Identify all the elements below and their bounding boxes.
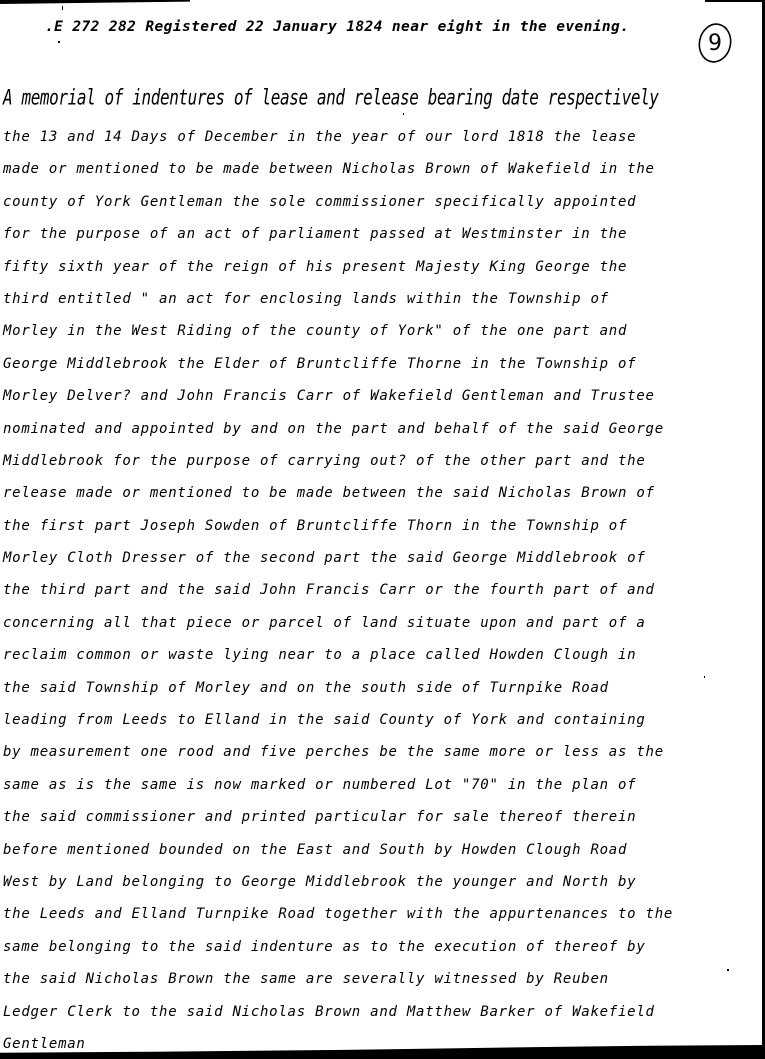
body-line: made or mentioned to be made between Nicholas Brown of Wakefield in the [3, 161, 655, 178]
body-line: Ledger Clerk to the said Nicholas Brown and Matthew Barker of Wakefield [3, 1003, 655, 1020]
body-line: leading from Leeds to Elland in the said County of York and containing [3, 712, 646, 729]
scan-edge-top-right [705, 0, 765, 2]
body-line: the said commissioner and printed particular for sale thereof therein [3, 809, 637, 826]
body-line: West by Land belonging to George Middlebrook the younger and North by [3, 873, 637, 890]
body-line: George Middlebrook the Elder of Bruntcliffe Thorne in the Township of [3, 355, 637, 372]
body-line: the 13 and 14 Days of December in the year of our lord 1818 the lease [3, 129, 637, 145]
body-line: concerning all that piece or parcel of land situate upon and part of a [3, 614, 646, 631]
registration-header: .E 272 282 Registered 22 January 1824 near eight in the evening. [45, 19, 630, 35]
body-line: fifty sixth year of the reign of his present Majesty King George the [3, 258, 628, 275]
scan-speck [58, 41, 60, 43]
memorial-body [3, 121, 673, 1059]
body-line: nominated and appointed by and on the part and behalf of the said George [3, 420, 664, 437]
body-line: the third part and the said John Francis Carr or the fourth part of and [3, 582, 655, 599]
body-line: Middlebrook for the purpose of carrying out? of the other part and the [3, 452, 646, 469]
body-line: Morley in the West Riding of the county of York" of the one part and [3, 323, 628, 340]
body-line: Gentleman [3, 1035, 86, 1052]
body-line: third entitled " an act for enclosing lands within the Township of [3, 290, 609, 307]
body-line: same as is the same is now marked or numbered Lot "70" in the plan of [3, 776, 637, 793]
body-line: release made or mentioned to be made between the said Nicholas Brown of [3, 485, 655, 502]
body-line: the said Township of Morley and on the south side of Turnpike Road [3, 679, 609, 696]
body-line: same belonging to the said indenture as to the execution of thereof by [3, 938, 646, 955]
body-line: by measurement one rood and five perches be the same more or less as the [3, 744, 664, 761]
page-number: 9 [708, 31, 722, 56]
scan-speck [62, 6, 63, 10]
body-line: for the purpose of an act of parliament passed at Westminster in the [3, 226, 628, 243]
scan-speck [704, 676, 705, 678]
body-line: the first part Joseph Sowden of Bruntcliffe Thorn in the Township of [3, 517, 628, 534]
body-line: the said Nicholas Brown the same are severally witnessed by Reuben [3, 971, 609, 988]
body-line: the Leeds and Elland Turnpike Road together with the appurtenances to the [3, 906, 674, 923]
scan-speck [727, 969, 729, 971]
body-line: county of York Gentleman the sole commissioner specifically appointed [3, 193, 637, 210]
scan-edge-top [0, 0, 190, 4]
scan-speck [403, 113, 404, 115]
body-line: Morley Cloth Dresser of the second part the said George Middlebrook of [3, 550, 646, 567]
memorial-title: A memorial of indentures of lease and release bearing date respectively [3, 84, 659, 110]
body-line: reclaim common or waste lying near to a place called Howden Clough in [3, 647, 637, 664]
body-line: before mentioned bounded on the East and South by Howden Clough Road [3, 841, 628, 858]
body-line: Morley Delver? and John Francis Carr of Wakefield Gentleman and Trustee [3, 388, 655, 405]
page-number-circle [697, 22, 733, 64]
